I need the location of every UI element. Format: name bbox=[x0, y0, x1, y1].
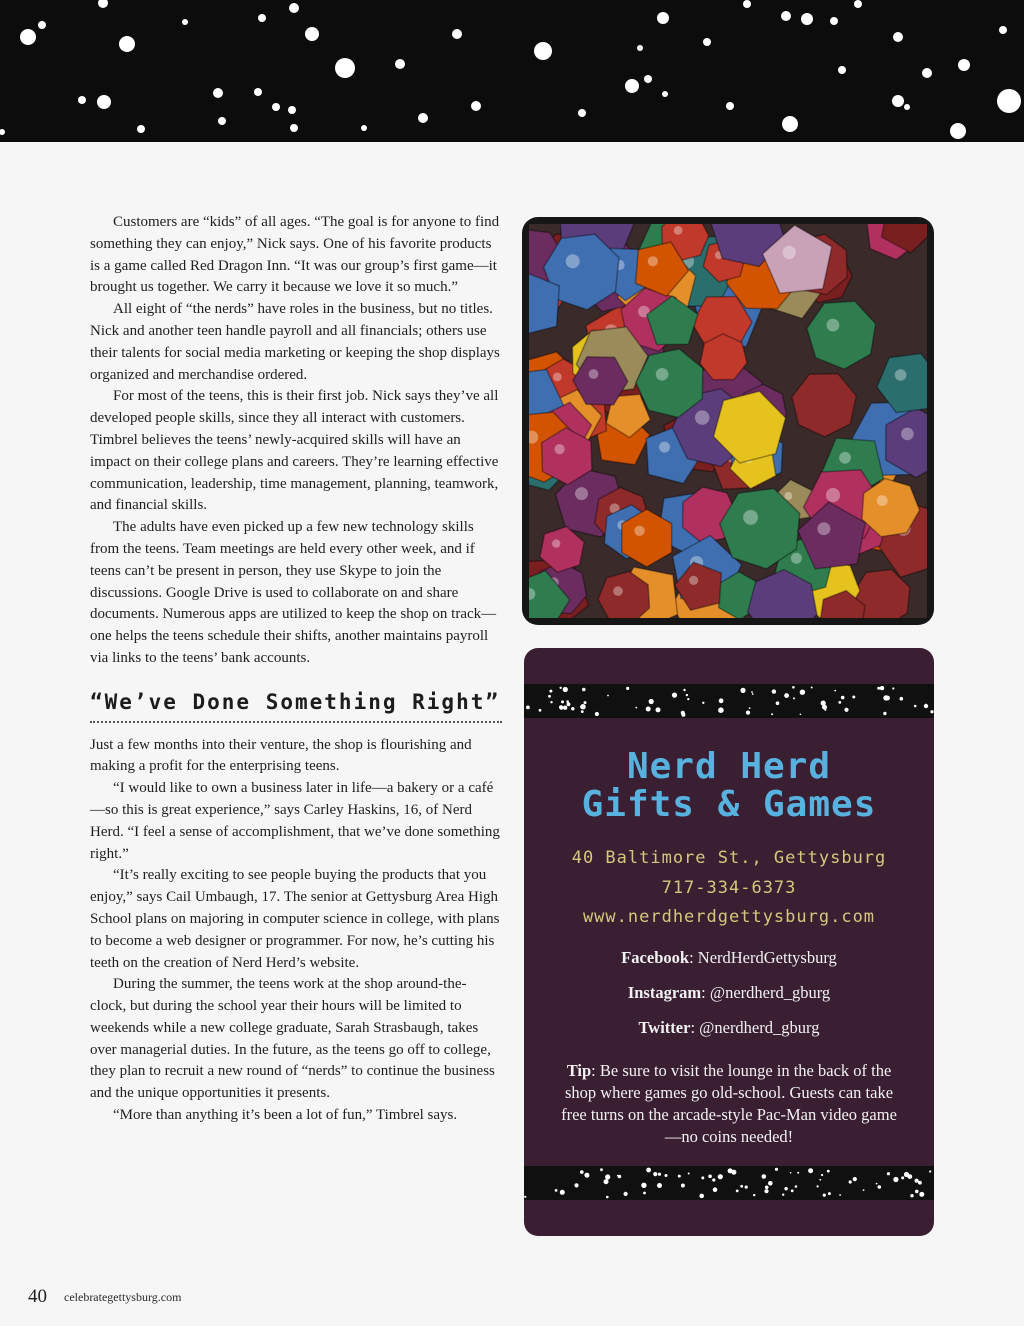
star-dot bbox=[853, 1177, 857, 1181]
star-dot bbox=[561, 700, 564, 703]
shop-name-line1: Nerd Herd bbox=[626, 746, 832, 787]
star-dot bbox=[605, 1174, 610, 1179]
article-paragraph: “It’s really exciting to see people buying the products that you enjoy,” says Cail Umbaugh, 17. The senior at Gettysburg Area High School plans on majoring in computer science in college, with plans to become a web designer or programmer. For now, he’s cutting his teeth on the creation of Nerd Herd’s website. bbox=[90, 867, 500, 971]
star-dot bbox=[808, 1168, 813, 1173]
star-dot bbox=[584, 701, 587, 704]
star-dot bbox=[560, 1190, 565, 1195]
star-dot bbox=[844, 708, 848, 712]
die-highlight bbox=[555, 444, 565, 454]
star-dot bbox=[626, 687, 629, 690]
instagram-label: Instagram bbox=[627, 983, 702, 1002]
star-dot bbox=[827, 1170, 830, 1173]
die-highlight bbox=[826, 488, 840, 502]
star-dot bbox=[567, 702, 571, 706]
die-highlight bbox=[659, 442, 670, 453]
star-dot bbox=[580, 1170, 584, 1174]
star-dot bbox=[811, 687, 813, 689]
die-highlight bbox=[901, 428, 914, 441]
star-dot bbox=[600, 1168, 603, 1171]
star-dot bbox=[712, 1178, 715, 1181]
star-dot bbox=[740, 688, 745, 693]
article-paragraph: “More than anything it’s been a lot of fun,” Timbrel says. bbox=[113, 1107, 458, 1124]
star-dot bbox=[915, 1179, 919, 1183]
die-highlight bbox=[656, 368, 669, 381]
star-dot bbox=[681, 713, 685, 717]
star-dot bbox=[877, 687, 880, 690]
article-paragraph: Customers are “kids” of all ages. “The goal is for anyone to find something they can enjoy,” Nick says. One of his favorite products is a game called Red Dragon Inn. “It was our group’s first game—it brought us together. We carry it because we love it so much.” bbox=[90, 214, 500, 296]
twitter-row: Twitter: @nerdherd_gburg bbox=[638, 1018, 820, 1037]
instagram-row: Instagram: @nerdherd_gburg bbox=[627, 983, 831, 1002]
star-dot bbox=[800, 714, 802, 716]
star-dot bbox=[560, 687, 562, 689]
star-dot bbox=[713, 1187, 718, 1192]
star-dot bbox=[571, 707, 574, 710]
star-dot bbox=[852, 696, 855, 699]
starfield-graphic bbox=[0, 0, 1024, 142]
star-dot bbox=[581, 710, 584, 713]
star-dot bbox=[838, 701, 841, 704]
star-dot bbox=[687, 698, 689, 700]
star-dot bbox=[746, 711, 750, 715]
star-dot bbox=[708, 1175, 712, 1179]
star-dot bbox=[790, 1172, 792, 1174]
die-highlight bbox=[634, 526, 644, 536]
dice-photo bbox=[522, 217, 934, 625]
die-highlight bbox=[575, 487, 588, 500]
star-dot bbox=[524, 1196, 526, 1198]
dice-illustration bbox=[529, 224, 927, 618]
star-dot bbox=[849, 1180, 852, 1183]
starfield-banner bbox=[0, 0, 1024, 142]
starfield-strip-graphic bbox=[524, 684, 934, 718]
star-dot bbox=[883, 695, 888, 700]
die-highlight bbox=[689, 576, 698, 585]
article-paragraph: Just a few months into their venture, the shop is flourishing and making a profit for the enterprising teens. bbox=[90, 736, 472, 775]
star-dot bbox=[624, 1192, 628, 1196]
star-dot bbox=[736, 1190, 739, 1193]
star-dot bbox=[841, 696, 845, 700]
star-dot bbox=[764, 1189, 768, 1193]
star-dot bbox=[718, 1174, 723, 1179]
star-dot bbox=[772, 689, 776, 693]
star-dot bbox=[699, 1194, 704, 1199]
star-dot bbox=[919, 1192, 924, 1197]
star-dot bbox=[617, 1175, 619, 1177]
die-highlight bbox=[613, 586, 623, 596]
star-dot bbox=[658, 1173, 661, 1176]
shop-info-box bbox=[524, 648, 934, 1236]
star-dot bbox=[635, 707, 637, 709]
star-dot bbox=[880, 686, 884, 690]
die-highlight bbox=[827, 319, 840, 332]
star-dot bbox=[753, 1194, 755, 1196]
star-dot bbox=[878, 1185, 882, 1189]
star-dot bbox=[762, 1174, 767, 1179]
star-dot bbox=[792, 686, 795, 689]
article-paragraph: During the summer, the teens work at the shop around-the-clock, but during the school year their hours will be limited to weekends while a new college graduate, Sarah Strasbaugh, takes over managerial duties. In the future, as the teens go off to college, they plan to recruit a new round of “nerds” to continue the business and the unique opportunities it presents. bbox=[90, 976, 495, 1102]
star-dot bbox=[828, 1192, 831, 1195]
star-dot bbox=[768, 1181, 773, 1186]
star-dot bbox=[646, 1168, 651, 1173]
section-subheading: “We’ve Done Something Right” bbox=[90, 692, 502, 723]
die-highlight bbox=[674, 226, 683, 235]
star-dot bbox=[892, 687, 894, 689]
facebook-label: Facebook bbox=[621, 948, 690, 967]
star-dot bbox=[929, 1170, 931, 1172]
star-dot bbox=[539, 709, 542, 712]
star-dot bbox=[800, 690, 805, 695]
star-dot bbox=[584, 1173, 589, 1178]
star-dot bbox=[701, 1176, 704, 1179]
twitter-label: Twitter bbox=[638, 1018, 691, 1037]
star-dot bbox=[683, 689, 685, 691]
star-dot bbox=[681, 1184, 685, 1188]
star-dot bbox=[823, 1194, 826, 1197]
star-dot bbox=[771, 713, 773, 715]
star-dot bbox=[824, 709, 826, 711]
die-highlight bbox=[743, 510, 758, 525]
star-dot bbox=[555, 1189, 558, 1192]
star-dot bbox=[550, 701, 552, 703]
die-highlight bbox=[839, 452, 851, 464]
phone: 717-334-6373 bbox=[661, 877, 797, 898]
die-highlight bbox=[877, 495, 888, 506]
tip-label: Tip bbox=[566, 1061, 592, 1080]
star-dot bbox=[686, 694, 688, 696]
tip-text: Tip: Be sure to visit the lounge in the back of the shop where games go old-school. Guests can take free turns on the arcade-style Pac-Man video game—no coins needed! bbox=[561, 1061, 897, 1146]
star-dot bbox=[901, 1176, 904, 1179]
star-dot bbox=[883, 712, 886, 715]
star-dot bbox=[822, 705, 827, 710]
star-dot bbox=[653, 1172, 657, 1176]
footer-site: celebrategettysburg.com bbox=[64, 1290, 182, 1304]
star-dot bbox=[839, 1194, 841, 1196]
star-dot bbox=[915, 1190, 919, 1194]
star-dot bbox=[784, 1187, 787, 1190]
star-dot bbox=[641, 1183, 646, 1188]
die-highlight bbox=[566, 254, 580, 268]
star-dot bbox=[751, 691, 753, 693]
die-highlight bbox=[817, 522, 830, 535]
star-dot bbox=[643, 1192, 646, 1195]
tip-body: Be sure to visit the lounge in the back of the shop where games go old-school. Guests can take free turns on the arcade-style Pac-Man video game—no coins needed! bbox=[561, 1061, 897, 1146]
star-dot bbox=[914, 705, 917, 708]
star-dot bbox=[887, 1172, 890, 1175]
article-paragraph: “I would like to own a business later in life—a bakery or a café—so this is great experience,” says Carley Haskins, 16, of Nerd Herd. “I feel a sense of accomplishment, that we’ve done something right.” bbox=[90, 780, 500, 862]
article-paragraph: For most of the teens, this is their first job. Nick says they’ve all developed people skills, since they all interact with customers. Timbrel believes the teens’ newly-acquired skills will have an impact on their college plans and careers. They’re learning effective communication, leadership, time management, planning, teamwork, and financial skills. bbox=[90, 388, 499, 514]
star-dot bbox=[930, 710, 933, 713]
star-dot bbox=[718, 707, 724, 713]
star-dot bbox=[649, 699, 654, 704]
star-dot bbox=[876, 1183, 878, 1185]
star-dot bbox=[791, 1189, 794, 1192]
shop-name bbox=[524, 748, 934, 824]
facebook-row: Facebook: NerdHerdGettysburg bbox=[621, 948, 837, 967]
star-dot bbox=[656, 707, 661, 712]
star-dot bbox=[776, 701, 780, 705]
star-dot bbox=[719, 698, 724, 703]
article-paragraph: The adults have even picked up a few new technology skills from the teens. Team meetings are held every other week, and if teens can’t be present in person, they use Skype to join the discussions. Google Drive is used to collaborate on and share documents. Numerous apps are utilized to keep the shop on track—one helps the teens schedule their shifts, another maintains payroll via links to the teens’ bank accounts. bbox=[90, 519, 497, 666]
die-highlight bbox=[791, 553, 802, 564]
address: 40 Baltimore St., Gettysburg bbox=[571, 848, 887, 868]
article-body bbox=[90, 212, 502, 1127]
star-dot bbox=[740, 1185, 743, 1188]
facebook-handle[interactable]: NerdHerdGettysburg bbox=[697, 948, 837, 967]
star-dot bbox=[863, 1189, 865, 1191]
star-dot bbox=[752, 693, 754, 695]
die-highlight bbox=[589, 369, 599, 379]
die-highlight bbox=[553, 373, 562, 382]
die-highlight bbox=[552, 539, 560, 547]
star-dot bbox=[775, 1168, 778, 1171]
star-dot bbox=[646, 707, 651, 712]
star-dot bbox=[765, 1186, 769, 1190]
die-highlight bbox=[783, 246, 796, 259]
star-dot bbox=[731, 1170, 736, 1175]
star-dot bbox=[657, 1183, 662, 1188]
star-dot bbox=[782, 1194, 784, 1196]
instagram-handle[interactable]: @nerdherd_gburg bbox=[709, 983, 831, 1002]
star-dot bbox=[607, 695, 609, 697]
star-dot bbox=[793, 697, 795, 699]
shop-name-line2: Gifts & Games bbox=[581, 784, 877, 825]
twitter-handle[interactable]: @nerdherd_gburg bbox=[699, 1018, 820, 1037]
star-dot bbox=[678, 1175, 681, 1178]
star-dot bbox=[819, 1179, 821, 1181]
star-dot bbox=[559, 705, 563, 709]
star-dot bbox=[893, 1177, 898, 1182]
die-highlight bbox=[895, 369, 907, 381]
star-dot bbox=[563, 706, 567, 710]
star-dot bbox=[563, 687, 568, 692]
star-dot bbox=[745, 1186, 748, 1189]
star-dot bbox=[702, 702, 704, 704]
star-dot bbox=[924, 704, 928, 708]
star-dot bbox=[672, 693, 677, 698]
star-dot bbox=[574, 1183, 578, 1187]
star-dot bbox=[580, 706, 582, 708]
star-dot bbox=[904, 1172, 909, 1177]
starfield-strip-top bbox=[524, 684, 934, 718]
star-dot bbox=[665, 1174, 668, 1177]
starfield-strip-graphic bbox=[524, 1166, 934, 1200]
star-dot bbox=[582, 688, 586, 692]
star-dot bbox=[688, 1173, 690, 1175]
star-dot bbox=[595, 712, 599, 716]
article-paragraph: All eight of “the nerds” have roles in the business, but no titles. Nick and another teen handle payroll and all financials; others use their talents for social media marketing or keeping the shop displays organized and merchandise ordered. bbox=[90, 301, 500, 383]
star-dot bbox=[749, 707, 751, 709]
social-links bbox=[524, 948, 934, 1053]
page-number: 40 bbox=[28, 1286, 47, 1307]
star-dot bbox=[526, 706, 530, 710]
star-dot bbox=[795, 1185, 798, 1188]
star-dot bbox=[548, 695, 551, 698]
star-dot bbox=[606, 1196, 609, 1199]
starfield-strip-bottom bbox=[524, 1166, 934, 1200]
star-dot bbox=[817, 1185, 819, 1187]
star-dot bbox=[821, 1174, 823, 1176]
star-dot bbox=[784, 693, 789, 698]
star-dot bbox=[900, 697, 904, 701]
star-dot bbox=[834, 690, 836, 692]
website-link[interactable]: www.nerdherdgettysburg.com bbox=[582, 907, 876, 927]
star-dot bbox=[604, 1179, 609, 1184]
star-dot bbox=[797, 1172, 799, 1174]
star-dot bbox=[549, 690, 552, 693]
contact-info bbox=[524, 844, 934, 933]
die-highlight bbox=[695, 410, 709, 424]
star-dot bbox=[910, 1194, 913, 1197]
die-highlight bbox=[648, 256, 658, 266]
